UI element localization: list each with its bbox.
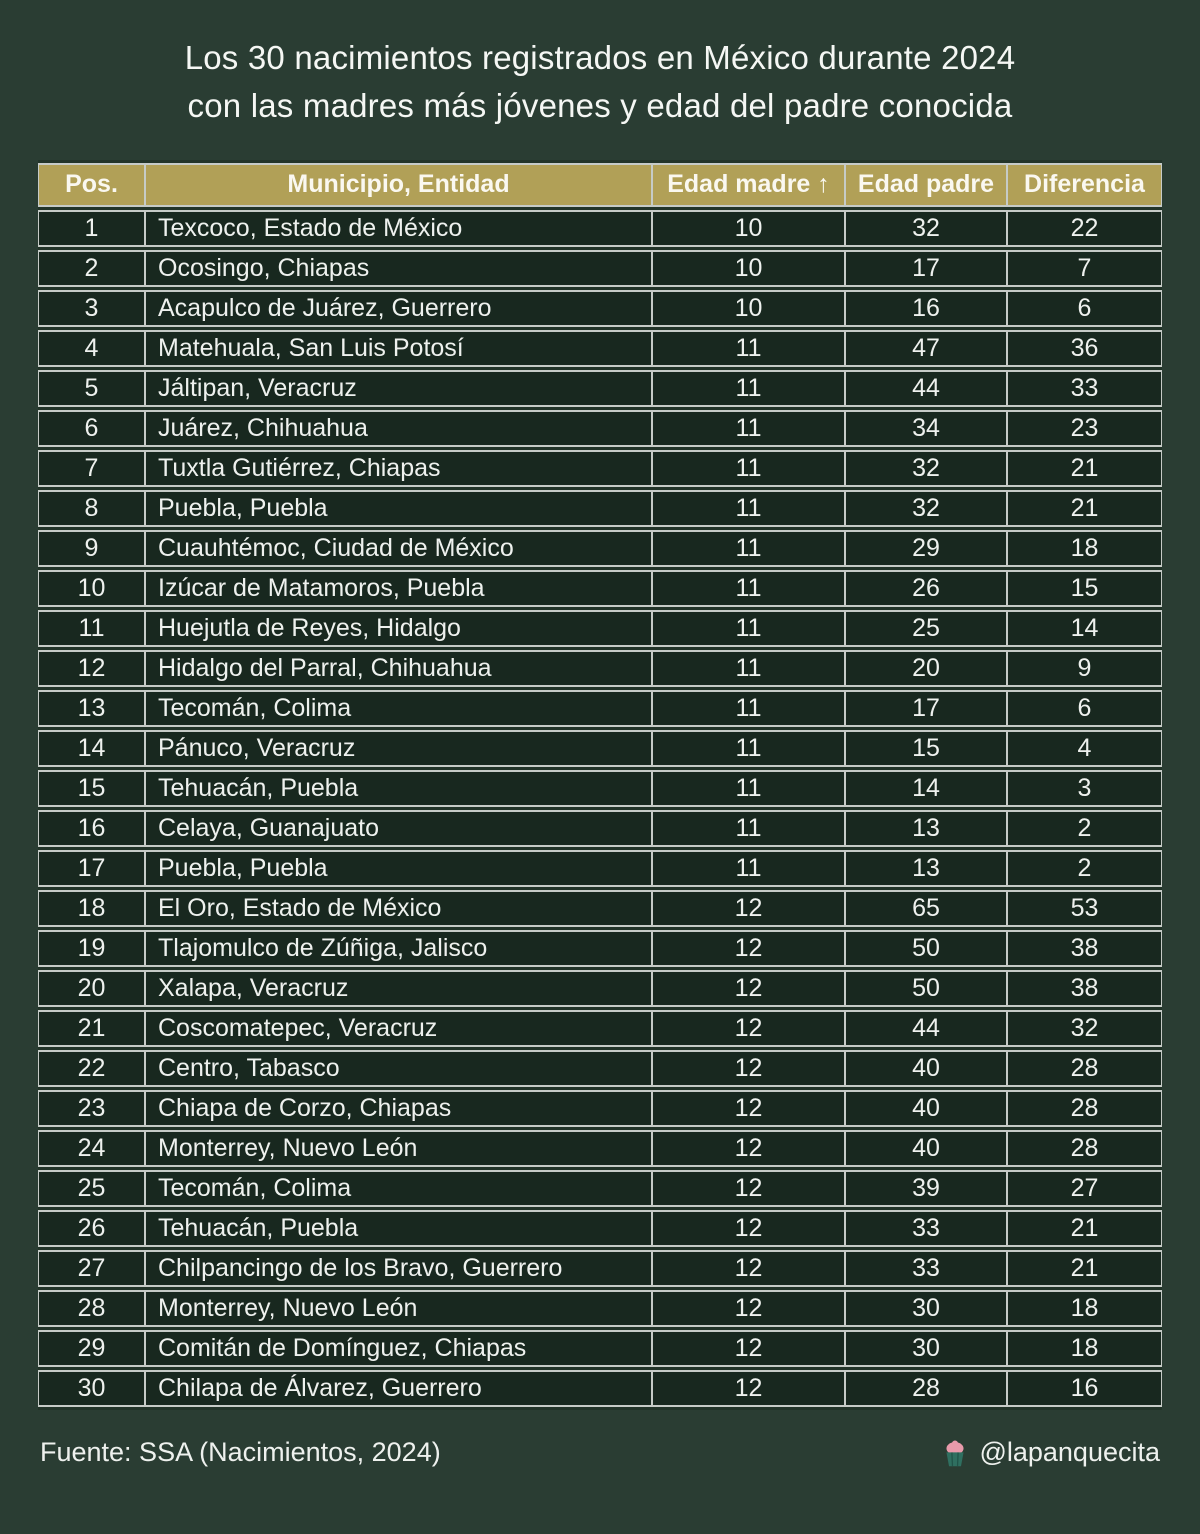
edad-padre-cell: 33 bbox=[845, 1210, 1007, 1247]
pos-cell: 21 bbox=[38, 1010, 145, 1047]
edad-madre-cell: 12 bbox=[652, 1290, 845, 1327]
edad-madre-cell: 11 bbox=[652, 490, 845, 527]
edad-madre-cell: 11 bbox=[652, 370, 845, 407]
edad-padre-cell: 17 bbox=[845, 690, 1007, 727]
edad-padre-cell: 50 bbox=[845, 930, 1007, 967]
diferencia-cell: 23 bbox=[1007, 410, 1162, 447]
edad-madre-cell: 12 bbox=[652, 1330, 845, 1367]
edad-madre-cell: 12 bbox=[652, 890, 845, 927]
pos-cell: 5 bbox=[38, 370, 145, 407]
edad-padre-cell: 16 bbox=[845, 290, 1007, 327]
edad-padre-cell: 25 bbox=[845, 610, 1007, 647]
edad-madre-cell: 11 bbox=[652, 610, 845, 647]
edad-padre-cell: 44 bbox=[845, 1010, 1007, 1047]
table-row bbox=[38, 1090, 1162, 1127]
edad-padre-cell: 40 bbox=[845, 1090, 1007, 1127]
pos-cell: 2 bbox=[38, 250, 145, 287]
diferencia-cell: 14 bbox=[1007, 610, 1162, 647]
edad-madre-cell: 12 bbox=[652, 930, 845, 967]
municipio-cell: Tlajomulco de Zúñiga, Jalisco bbox=[145, 930, 652, 967]
pos-cell: 4 bbox=[38, 330, 145, 367]
table-row bbox=[38, 930, 1162, 967]
diferencia-cell: 21 bbox=[1007, 1210, 1162, 1247]
edad-padre-cell: 15 bbox=[845, 730, 1007, 767]
diferencia-cell: 16 bbox=[1007, 1370, 1162, 1407]
edad-madre-cell: 12 bbox=[652, 1050, 845, 1087]
pos-cell: 16 bbox=[38, 810, 145, 847]
pos-cell: 24 bbox=[38, 1130, 145, 1167]
births-table-container bbox=[38, 160, 1162, 1410]
edad-padre-cell: 32 bbox=[845, 210, 1007, 247]
municipio-cell: Cuauhtémoc, Ciudad de México bbox=[145, 530, 652, 567]
edad-madre-cell: 12 bbox=[652, 1130, 845, 1167]
pos-cell: 22 bbox=[38, 1050, 145, 1087]
edad-padre-cell: 30 bbox=[845, 1290, 1007, 1327]
municipio-cell: Celaya, Guanajuato bbox=[145, 810, 652, 847]
municipio-cell: Chilpancingo de los Bravo, Guerrero bbox=[145, 1250, 652, 1287]
table-row bbox=[38, 330, 1162, 367]
edad-madre-cell: 12 bbox=[652, 1010, 845, 1047]
municipio-cell: Tecomán, Colima bbox=[145, 690, 652, 727]
column-header-diferencia: Diferencia bbox=[1007, 163, 1162, 207]
municipio-cell: Comitán de Domínguez, Chiapas bbox=[145, 1330, 652, 1367]
births-table bbox=[38, 160, 1162, 1410]
diferencia-cell: 6 bbox=[1007, 690, 1162, 727]
table-row bbox=[38, 970, 1162, 1007]
edad-madre-cell: 10 bbox=[652, 290, 845, 327]
pos-cell: 10 bbox=[38, 570, 145, 607]
municipio-cell: Hidalgo del Parral, Chihuahua bbox=[145, 650, 652, 687]
edad-padre-cell: 65 bbox=[845, 890, 1007, 927]
table-row bbox=[38, 1010, 1162, 1047]
edad-padre-cell: 33 bbox=[845, 1250, 1007, 1287]
municipio-cell: Xalapa, Veracruz bbox=[145, 970, 652, 1007]
pos-cell: 17 bbox=[38, 850, 145, 887]
edad-padre-cell: 14 bbox=[845, 770, 1007, 807]
table-row bbox=[38, 890, 1162, 927]
municipio-cell: Matehuala, San Luis Potosí bbox=[145, 330, 652, 367]
author-handle-text: @lapanquecita bbox=[979, 1437, 1160, 1468]
diferencia-cell: 33 bbox=[1007, 370, 1162, 407]
edad-padre-cell: 34 bbox=[845, 410, 1007, 447]
diferencia-cell: 38 bbox=[1007, 970, 1162, 1007]
table-row bbox=[38, 730, 1162, 767]
edad-madre-cell: 11 bbox=[652, 450, 845, 487]
table-row bbox=[38, 450, 1162, 487]
column-header-edad-madre: Edad madre ↑ bbox=[652, 163, 845, 207]
source-note: Fuente: SSA (Nacimientos, 2024) bbox=[40, 1437, 441, 1468]
pos-cell: 23 bbox=[38, 1090, 145, 1127]
diferencia-cell: 28 bbox=[1007, 1090, 1162, 1127]
municipio-cell: Ocosingo, Chiapas bbox=[145, 250, 652, 287]
diferencia-cell: 21 bbox=[1007, 450, 1162, 487]
edad-madre-cell: 11 bbox=[652, 530, 845, 567]
edad-padre-cell: 44 bbox=[845, 370, 1007, 407]
diferencia-cell: 21 bbox=[1007, 490, 1162, 527]
edad-padre-cell: 40 bbox=[845, 1130, 1007, 1167]
table-row bbox=[38, 1370, 1162, 1407]
municipio-cell: Juárez, Chihuahua bbox=[145, 410, 652, 447]
edad-madre-cell: 11 bbox=[652, 770, 845, 807]
pos-cell: 19 bbox=[38, 930, 145, 967]
table-row bbox=[38, 490, 1162, 527]
author-handle bbox=[941, 1437, 1160, 1468]
municipio-cell: Izúcar de Matamoros, Puebla bbox=[145, 570, 652, 607]
diferencia-cell: 21 bbox=[1007, 1250, 1162, 1287]
table-row bbox=[38, 1130, 1162, 1167]
table-row bbox=[38, 1050, 1162, 1087]
edad-madre-cell: 12 bbox=[652, 1090, 845, 1127]
diferencia-cell: 6 bbox=[1007, 290, 1162, 327]
edad-madre-cell: 12 bbox=[652, 1170, 845, 1207]
cupcake-icon bbox=[941, 1438, 969, 1468]
page-title-line1: Los 30 nacimientos registrados en México durante 2024 bbox=[184, 39, 1016, 76]
table-row bbox=[38, 1290, 1162, 1327]
edad-padre-cell: 20 bbox=[845, 650, 1007, 687]
edad-padre-cell: 40 bbox=[845, 1050, 1007, 1087]
edad-madre-cell: 10 bbox=[652, 250, 845, 287]
municipio-cell: Acapulco de Juárez, Guerrero bbox=[145, 290, 652, 327]
table-row bbox=[38, 610, 1162, 647]
table-body bbox=[38, 210, 1162, 1407]
edad-padre-cell: 17 bbox=[845, 250, 1007, 287]
edad-padre-cell: 29 bbox=[845, 530, 1007, 567]
table-row bbox=[38, 250, 1162, 287]
table-row bbox=[38, 1330, 1162, 1367]
pos-cell: 30 bbox=[38, 1370, 145, 1407]
diferencia-cell: 36 bbox=[1007, 330, 1162, 367]
edad-madre-cell: 11 bbox=[652, 810, 845, 847]
municipio-cell: Tehuacán, Puebla bbox=[145, 1210, 652, 1247]
municipio-cell: El Oro, Estado de México bbox=[145, 890, 652, 927]
diferencia-cell: 3 bbox=[1007, 770, 1162, 807]
edad-padre-cell: 47 bbox=[845, 330, 1007, 367]
page-title bbox=[40, 34, 1160, 130]
municipio-cell: Tuxtla Gutiérrez, Chiapas bbox=[145, 450, 652, 487]
pos-cell: 15 bbox=[38, 770, 145, 807]
municipio-cell: Coscomatepec, Veracruz bbox=[145, 1010, 652, 1047]
pos-cell: 26 bbox=[38, 1210, 145, 1247]
page-title-line2: con las madres más jóvenes y edad del padre conocida bbox=[187, 86, 1013, 124]
pos-cell: 6 bbox=[38, 410, 145, 447]
table-row bbox=[38, 410, 1162, 447]
municipio-cell: Texcoco, Estado de México bbox=[145, 210, 652, 247]
pos-cell: 20 bbox=[38, 970, 145, 1007]
edad-madre-cell: 11 bbox=[652, 850, 845, 887]
edad-madre-cell: 11 bbox=[652, 690, 845, 727]
table-row bbox=[38, 1210, 1162, 1247]
edad-padre-cell: 26 bbox=[845, 570, 1007, 607]
edad-padre-cell: 39 bbox=[845, 1170, 1007, 1207]
column-header-pos: Pos. bbox=[38, 163, 145, 207]
edad-padre-cell: 30 bbox=[845, 1330, 1007, 1367]
table-row bbox=[38, 290, 1162, 327]
diferencia-cell: 9 bbox=[1007, 650, 1162, 687]
municipio-cell: Pánuco, Veracruz bbox=[145, 730, 652, 767]
diferencia-cell: 18 bbox=[1007, 1330, 1162, 1367]
footer bbox=[40, 1410, 1160, 1496]
edad-madre-cell: 11 bbox=[652, 730, 845, 767]
pos-cell: 7 bbox=[38, 450, 145, 487]
edad-padre-cell: 32 bbox=[845, 490, 1007, 527]
edad-madre-cell: 12 bbox=[652, 1250, 845, 1287]
table-row bbox=[38, 370, 1162, 407]
edad-madre-cell: 12 bbox=[652, 1210, 845, 1247]
edad-madre-cell: 11 bbox=[652, 410, 845, 447]
diferencia-cell: 53 bbox=[1007, 890, 1162, 927]
pos-cell: 28 bbox=[38, 1290, 145, 1327]
table-row bbox=[38, 810, 1162, 847]
table-row bbox=[38, 210, 1162, 247]
municipio-cell: Centro, Tabasco bbox=[145, 1050, 652, 1087]
pos-cell: 14 bbox=[38, 730, 145, 767]
diferencia-cell: 32 bbox=[1007, 1010, 1162, 1047]
diferencia-cell: 18 bbox=[1007, 1290, 1162, 1327]
municipio-cell: Puebla, Puebla bbox=[145, 850, 652, 887]
pos-cell: 9 bbox=[38, 530, 145, 567]
table-row bbox=[38, 1170, 1162, 1207]
pos-cell: 18 bbox=[38, 890, 145, 927]
pos-cell: 25 bbox=[38, 1170, 145, 1207]
municipio-cell: Chiapa de Corzo, Chiapas bbox=[145, 1090, 652, 1127]
table-row bbox=[38, 570, 1162, 607]
edad-madre-cell: 12 bbox=[652, 1370, 845, 1407]
edad-padre-cell: 13 bbox=[845, 850, 1007, 887]
municipio-cell: Tehuacán, Puebla bbox=[145, 770, 652, 807]
edad-padre-cell: 32 bbox=[845, 450, 1007, 487]
diferencia-cell: 7 bbox=[1007, 250, 1162, 287]
diferencia-cell: 4 bbox=[1007, 730, 1162, 767]
pos-cell: 29 bbox=[38, 1330, 145, 1367]
diferencia-cell: 28 bbox=[1007, 1130, 1162, 1167]
table-row bbox=[38, 650, 1162, 687]
municipio-cell: Chilapa de Álvarez, Guerrero bbox=[145, 1370, 652, 1407]
edad-padre-cell: 28 bbox=[845, 1370, 1007, 1407]
pos-cell: 13 bbox=[38, 690, 145, 727]
table-row bbox=[38, 1250, 1162, 1287]
diferencia-cell: 2 bbox=[1007, 810, 1162, 847]
pos-cell: 11 bbox=[38, 610, 145, 647]
pos-cell: 27 bbox=[38, 1250, 145, 1287]
municipio-cell: Huejutla de Reyes, Hidalgo bbox=[145, 610, 652, 647]
edad-madre-cell: 11 bbox=[652, 330, 845, 367]
diferencia-cell: 27 bbox=[1007, 1170, 1162, 1207]
pos-cell: 8 bbox=[38, 490, 145, 527]
diferencia-cell: 18 bbox=[1007, 530, 1162, 567]
edad-madre-cell: 12 bbox=[652, 970, 845, 1007]
diferencia-cell: 2 bbox=[1007, 850, 1162, 887]
diferencia-cell: 28 bbox=[1007, 1050, 1162, 1087]
pos-cell: 1 bbox=[38, 210, 145, 247]
municipio-cell: Monterrey, Nuevo León bbox=[145, 1290, 652, 1327]
column-header-municipio: Municipio, Entidad bbox=[145, 163, 652, 207]
edad-padre-cell: 50 bbox=[845, 970, 1007, 1007]
table-row bbox=[38, 850, 1162, 887]
table-row bbox=[38, 770, 1162, 807]
edad-madre-cell: 11 bbox=[652, 570, 845, 607]
edad-padre-cell: 13 bbox=[845, 810, 1007, 847]
diferencia-cell: 38 bbox=[1007, 930, 1162, 967]
table-row bbox=[38, 530, 1162, 567]
municipio-cell: Puebla, Puebla bbox=[145, 490, 652, 527]
municipio-cell: Tecomán, Colima bbox=[145, 1170, 652, 1207]
diferencia-cell: 22 bbox=[1007, 210, 1162, 247]
pos-cell: 3 bbox=[38, 290, 145, 327]
pos-cell: 12 bbox=[38, 650, 145, 687]
column-header-edad-padre: Edad padre bbox=[845, 163, 1007, 207]
municipio-cell: Monterrey, Nuevo León bbox=[145, 1130, 652, 1167]
table-header-row bbox=[38, 163, 1162, 207]
municipio-cell: Jáltipan, Veracruz bbox=[145, 370, 652, 407]
edad-madre-cell: 11 bbox=[652, 650, 845, 687]
edad-madre-cell: 10 bbox=[652, 210, 845, 247]
table-row bbox=[38, 690, 1162, 727]
diferencia-cell: 15 bbox=[1007, 570, 1162, 607]
